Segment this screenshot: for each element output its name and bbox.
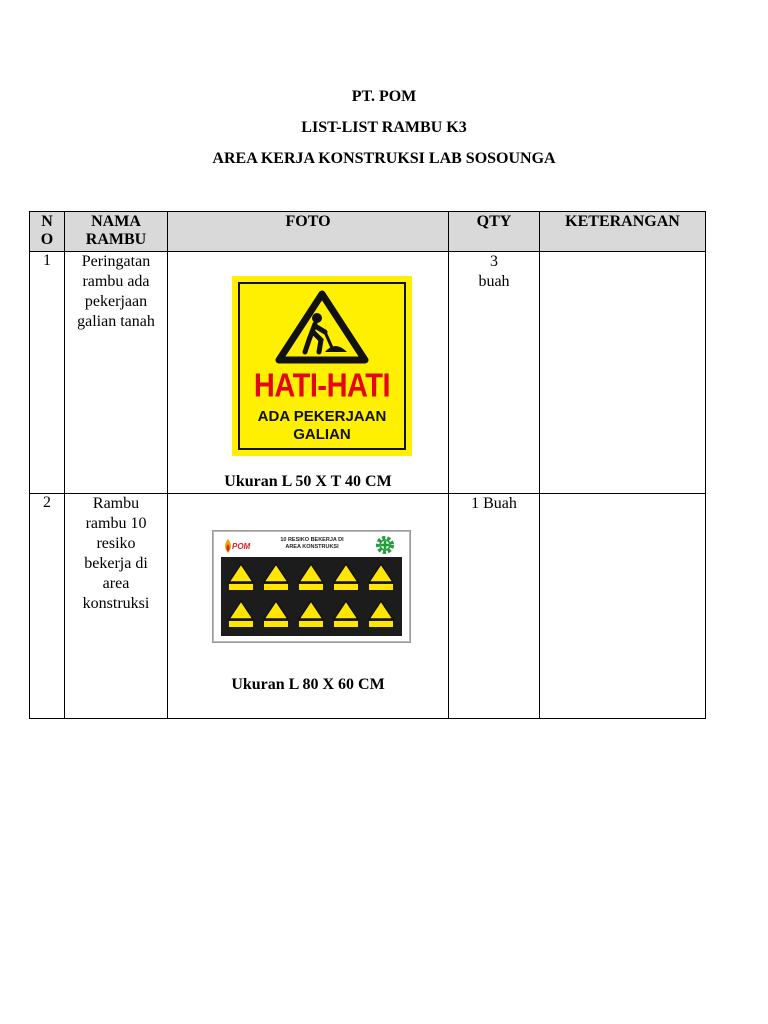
col-header-keterangan: KETERANGAN	[540, 212, 706, 252]
rambu-keterangan	[540, 494, 706, 719]
sign-size-caption: Ukuran L 80 X 60 CM	[231, 676, 385, 693]
k3-gear-icon	[375, 535, 395, 555]
row-number: 1	[30, 252, 65, 494]
document-subtitle: AREA KERJA KONSTRUKSI LAB SOSOUNGA	[212, 150, 556, 167]
caution-excavation-sign	[232, 276, 412, 456]
col-header-qty: QTY	[449, 212, 540, 252]
rambu-qty: 1 Buah	[449, 494, 540, 719]
rambu-name: Rambu rambu 10 resiko bekerja di area konstruksi	[65, 494, 168, 719]
risk-icons-panel	[221, 557, 402, 636]
sign-line-3: GALIAN	[293, 426, 351, 443]
document-title: LIST-LIST RAMBU K3	[301, 119, 467, 136]
sign-size-caption: Ukuran L 50 X T 40 CM	[224, 473, 392, 490]
col-header-no: N O	[30, 212, 65, 252]
rambu-photo-cell	[168, 494, 449, 719]
col-header-foto: FOTO	[168, 212, 449, 252]
sign-warning-text: HATI-HATI	[253, 367, 391, 405]
table-row	[30, 494, 706, 719]
table-header-row	[30, 212, 706, 252]
pom-logo: POM	[222, 536, 258, 556]
sign-line-2: ADA PEKERJAAN	[257, 408, 387, 425]
table-row	[30, 252, 706, 494]
rambu-qty: 3 buah	[449, 252, 540, 494]
warning-triangle-icon	[275, 290, 369, 364]
rambu-photo-cell	[168, 252, 449, 494]
col-header-nama: NAMA RAMBU	[65, 212, 168, 252]
row-number: 2	[30, 494, 65, 719]
construction-risks-sign	[213, 531, 410, 642]
rambu-table	[29, 211, 706, 719]
rambu-name: Peringatan rambu ada pekerjaan galian tanah	[65, 252, 168, 494]
rambu-keterangan	[540, 252, 706, 494]
sign-title: 10 RESIKO BEKERJA DI AREA KONSTRUKSI	[280, 537, 344, 550]
company-name: PT. POM	[351, 88, 417, 105]
